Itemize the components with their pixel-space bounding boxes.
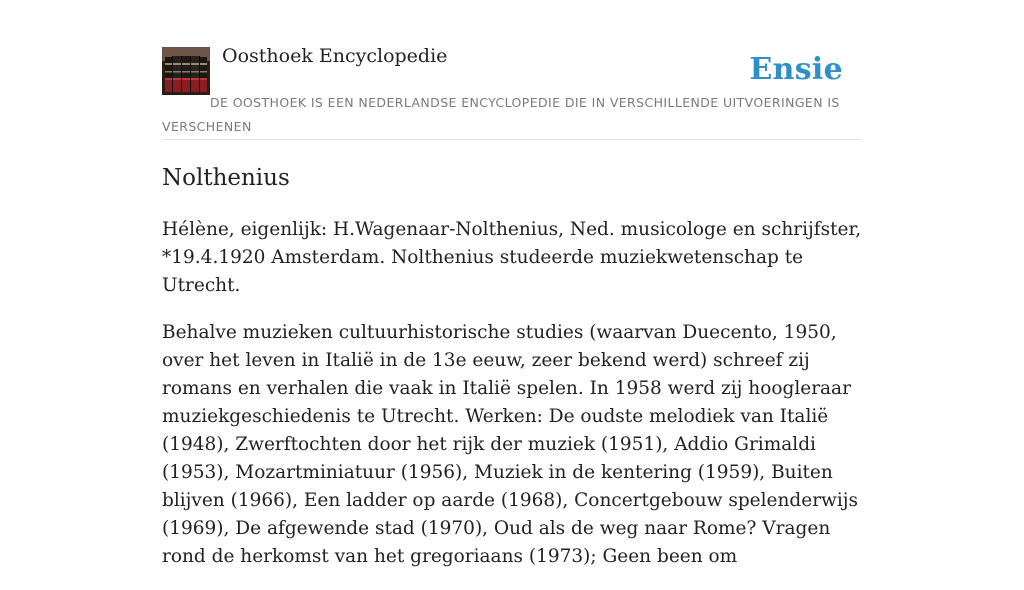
site-title-link[interactable]: Oosthoek Encyclopedie [222,45,448,67]
site-header [162,0,862,140]
article-title: Nolthenius [162,165,290,191]
article-paragraph: Behalve muzieken cultuurhistorische studies (waarvan Duecento, 1950, over het leven in Italië in de 13e eeuw, zeer bekend werd) schreef zij romans en verhalen die vaak in Italië spelen. In 1958 werd zij hoogleraar muziekgeschiedenis te Utrecht. Werken: De oudste melodiek van Italië (1948), Zwerftochten door het rijk der muziek (1951), Addio Grimaldi (1953), Mozartminiatuur (1956), Muziek in de kentering (1959), Buiten blijven (1966), Een ladder op aarde (1968), Concertgebouw spelenderwijs (1969), De afgewende stad (1970), Oud als de weg naar Rome? Vragen rond de herkomst van het gregoriaans (1973); Geen been om [162,322,859,567]
article-body [162,216,862,590]
page-container [162,0,862,567]
article-paragraph: Hélène, eigenlijk: H.Wagenaar-Nolthenius, Ned. musicologe en schrijfster, *19.4.1920 Amsterdam. Nolthenius studeerde muziekwetenschap te Utrecht. [162,219,862,296]
site-avatar[interactable] [162,47,210,95]
book-spines-icon [162,47,210,95]
site-description: DE OOSTHOEK IS EEN NEDERLANDSE ENCYCLOPEDIE DIE IN VERSCHILLENDE UITVOERINGEN IS VERSCHENEN [162,95,840,134]
brand-logo-link[interactable]: Ensie [749,52,843,87]
